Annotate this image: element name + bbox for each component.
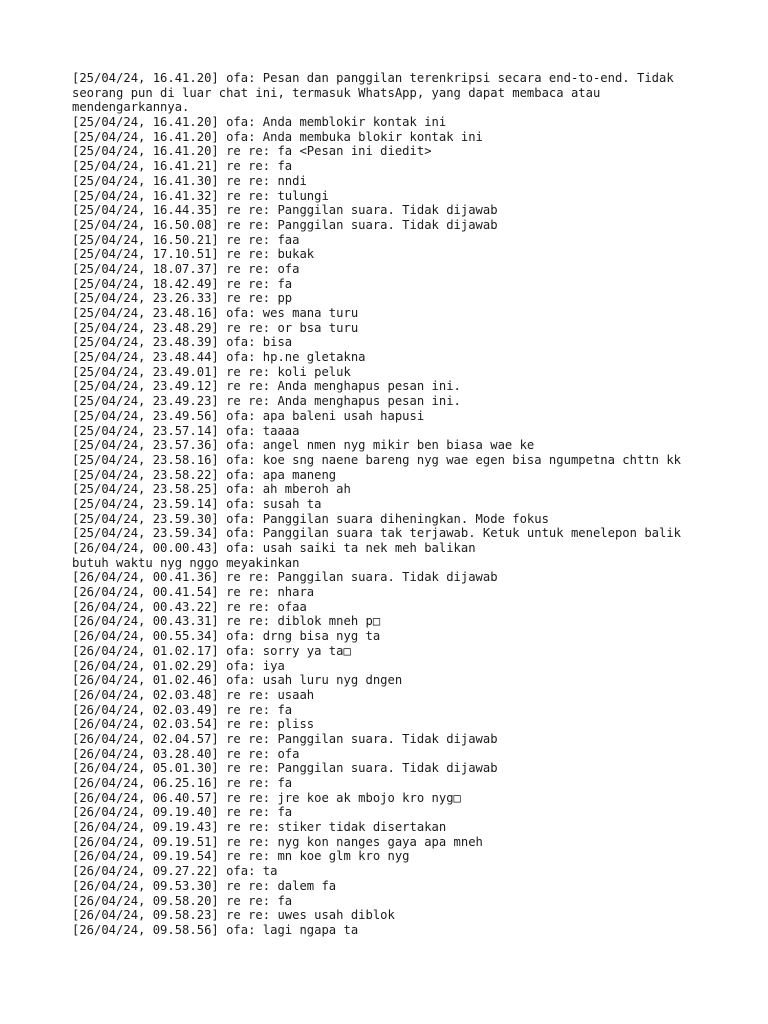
- chat-export-text: [72, 71, 702, 938]
- chat-line: [26/04/24, 00.43.31] re re: diblok mneh p□: [72, 614, 381, 629]
- chat-line: [26/04/24, 00.00.43] ofa: usah saiki ta nek meh balikan: [72, 541, 476, 555]
- chat-line: [25/04/24, 16.41.20] re re: fa <Pesan ini diedit>: [72, 144, 432, 159]
- chat-line: seorang pun di luar chat ini, termasuk WhatsApp, yang dapat membaca atau: [72, 85, 601, 100]
- chat-line: [25/04/24, 23.57.14] ofa: taaaa: [72, 423, 300, 438]
- chat-line: [25/04/24, 16.44.35] re re: Panggilan suara. Tidak dijawab: [72, 203, 498, 218]
- chat-line: [26/04/24, 03.28.40] re re: ofa: [72, 746, 300, 761]
- chat-line: [26/04/24, 00.43.22] re re: ofaa: [72, 599, 307, 614]
- chat-line: [25/04/24, 23.59.34] ofa: Panggilan suara tak terjawab. Ketuk untuk menelepon balik: [72, 526, 682, 541]
- chat-line: [26/04/24, 09.19.51] re re: nyg kon nanges gaya apa mneh: [72, 834, 483, 849]
- chat-line: [26/04/24, 09.53.30] re re: dalem fa: [72, 878, 337, 893]
- chat-line: [26/04/24, 09.19.54] re re: mn koe glm kro nyg: [72, 849, 410, 864]
- chat-line: [26/04/24, 01.02.46] ofa: usah luru nyg dngen: [72, 673, 403, 688]
- chat-line: [25/04/24, 23.59.14] ofa: susah ta: [72, 496, 322, 511]
- chat-line: [25/04/24, 17.10.51] re re: bukak: [72, 247, 315, 262]
- chat-line: [25/04/24, 16.41.20] ofa: Pesan dan panggilan terenkripsi secara end-to-end. Tidak: [72, 71, 674, 85]
- chat-line: [26/04/24, 09.19.40] re re: fa: [72, 805, 293, 820]
- chat-line: [25/04/24, 23.58.25] ofa: ah mberoh ah: [72, 482, 351, 497]
- chat-line: [25/04/24, 23.58.16] ofa: koe sng naene bareng nyg wae egen bisa ngumpetna chttn kk: [72, 452, 682, 467]
- chat-line: [25/04/24, 23.48.39] ofa: bisa: [72, 335, 293, 350]
- chat-line: [26/04/24, 00.41.36] re re: Panggilan suara. Tidak dijawab: [72, 570, 498, 585]
- chat-line: [25/04/24, 16.41.21] re re: fa: [72, 159, 293, 174]
- chat-line: [26/04/24, 09.19.43] re re: stiker tidak disertakan: [72, 820, 447, 835]
- chat-line: [25/04/24, 23.49.01] re re: koli peluk: [72, 364, 351, 379]
- chat-line: [26/04/24, 06.25.16] re re: fa: [72, 776, 293, 790]
- chat-line: [26/04/24, 09.58.56] ofa: lagi ngapa ta: [72, 922, 359, 937]
- chat-line: [25/04/24, 23.48.16] ofa: wes mana turu: [72, 306, 359, 320]
- chat-line: [26/04/24, 02.03.54] re re: pliss: [72, 717, 315, 732]
- chat-line: [25/04/24, 16.41.32] re re: tulungi: [72, 188, 329, 203]
- chat-line: [26/04/24, 02.03.48] re re: usaah: [72, 687, 315, 702]
- chat-line: butuh waktu nyg nggo meyakinkan: [72, 555, 300, 570]
- chat-line: [25/04/24, 23.59.30] ofa: Panggilan suara diheningkan. Mode fokus: [72, 511, 549, 526]
- chat-line: [26/04/24, 02.03.49] re re: fa: [72, 702, 293, 717]
- chat-line: [26/04/24, 05.01.30] re re: Panggilan suara. Tidak dijawab: [72, 761, 498, 776]
- chat-line: [25/04/24, 23.48.29] re re: or bsa turu: [72, 320, 359, 335]
- chat-line: [26/04/24, 02.04.57] re re: Panggilan suara. Tidak dijawab: [72, 731, 498, 746]
- chat-line: [26/04/24, 09.27.22] ofa: ta: [72, 864, 278, 879]
- chat-line: [25/04/24, 16.41.20] ofa: Anda memblokir kontak ini: [72, 115, 447, 130]
- chat-line: mendengarkannya.: [72, 100, 190, 115]
- chat-line: [25/04/24, 18.42.49] re re: fa: [72, 276, 293, 291]
- chat-line: [25/04/24, 23.48.44] ofa: hp.ne gletakna: [72, 350, 366, 365]
- chat-line: [26/04/24, 09.58.20] re re: fa: [72, 893, 293, 908]
- chat-line: [25/04/24, 16.50.08] re re: Panggilan suara. Tidak dijawab: [72, 217, 498, 232]
- chat-line: [25/04/24, 16.41.30] re re: nndi: [72, 173, 307, 188]
- chat-line: [26/04/24, 01.02.17] ofa: sorry ya ta□: [72, 643, 351, 658]
- chat-line: [26/04/24, 00.55.34] ofa: drng bisa nyg ta: [72, 629, 381, 644]
- chat-line: [25/04/24, 23.49.56] ofa: apa baleni usah hapusi: [72, 408, 425, 423]
- chat-line: [26/04/24, 06.40.57] re re: jre koe ak mbojo kro nyg□: [72, 790, 461, 805]
- chat-line: [26/04/24, 01.02.29] ofa: iya: [72, 658, 285, 673]
- chat-line: [25/04/24, 16.41.20] ofa: Anda membuka blokir kontak ini: [72, 129, 483, 144]
- chat-line: [25/04/24, 23.57.36] ofa: angel nmen nyg mikir ben biasa wae ke: [72, 438, 535, 453]
- chat-line: [25/04/24, 16.50.21] re re: faa: [72, 232, 300, 247]
- chat-line: [25/04/24, 23.49.12] re re: Anda menghapus pesan ini.: [72, 379, 461, 394]
- chat-line: [25/04/24, 23.26.33] re re: pp: [72, 291, 293, 306]
- chat-line: [25/04/24, 23.49.23] re re: Anda menghapus pesan ini.: [72, 394, 461, 409]
- chat-line: [25/04/24, 23.58.22] ofa: apa maneng: [72, 467, 337, 482]
- chat-line: [26/04/24, 09.58.23] re re: uwes usah diblok: [72, 908, 395, 923]
- chat-line: [26/04/24, 00.41.54] re re: nhara: [72, 585, 315, 600]
- chat-line: [25/04/24, 18.07.37] re re: ofa: [72, 261, 300, 276]
